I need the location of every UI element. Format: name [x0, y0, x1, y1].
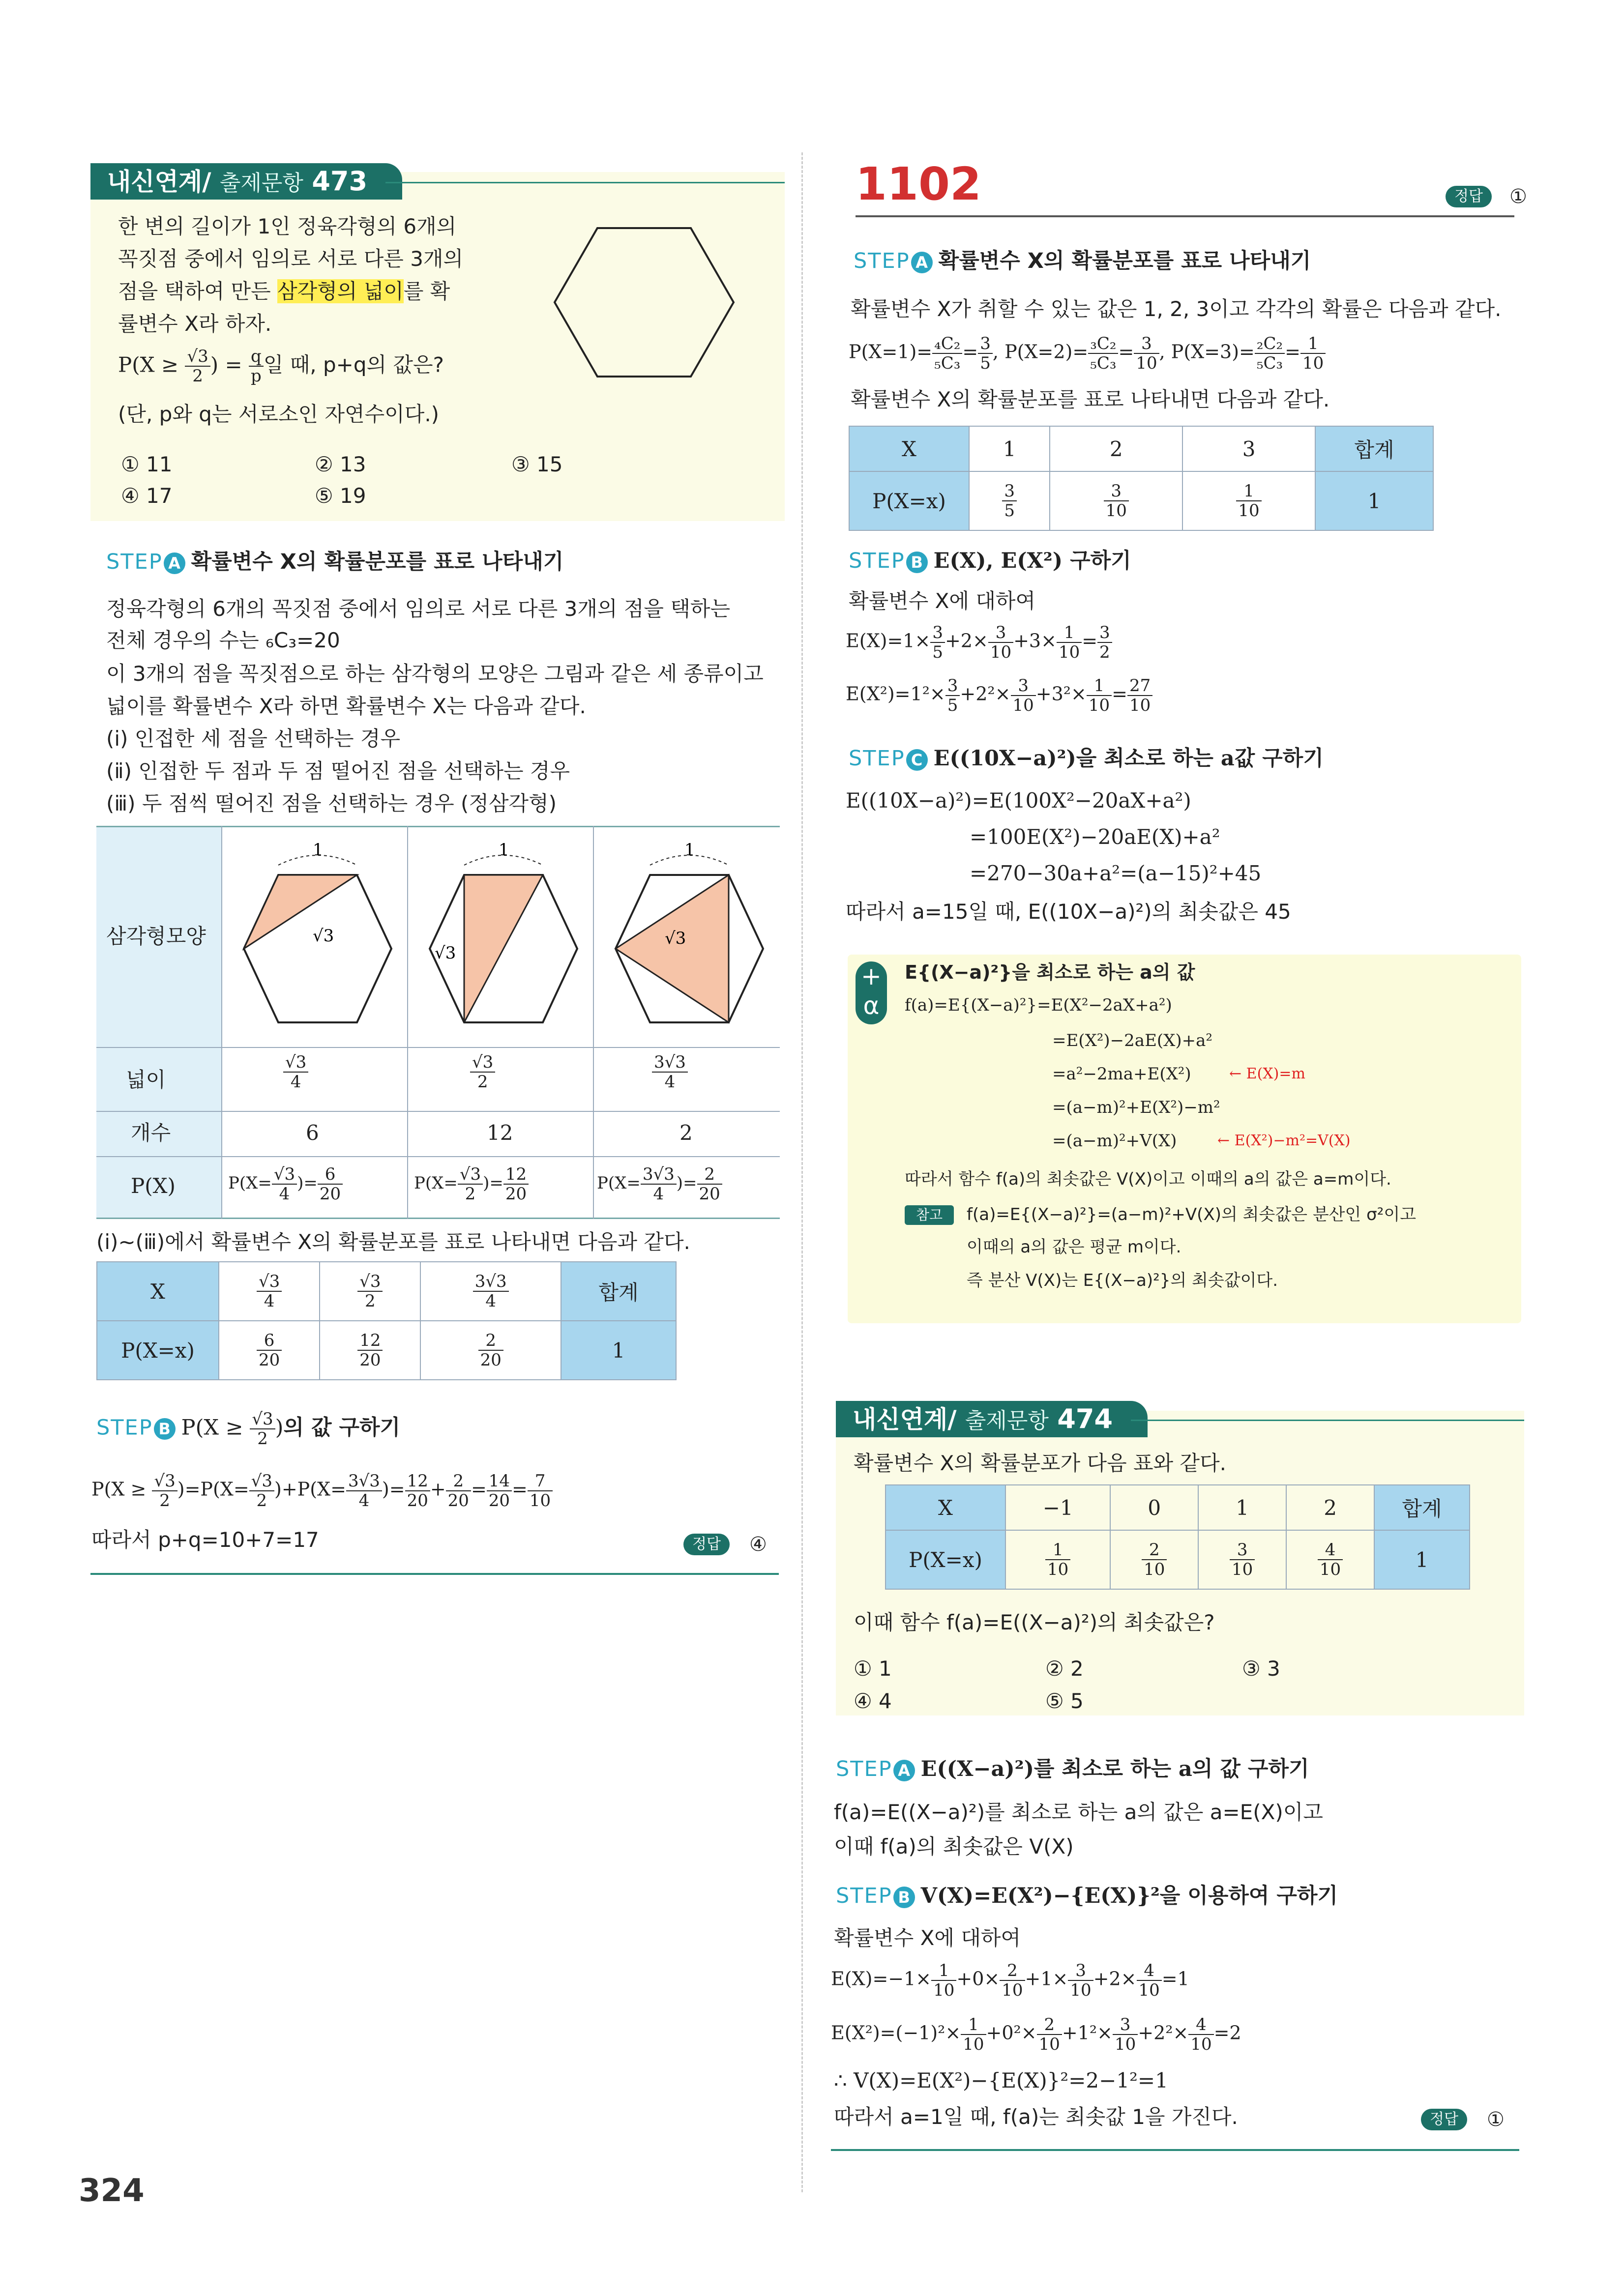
table-row-label: P(X=x): [849, 471, 969, 530]
highlight-text: 삼각형의 넓이: [277, 279, 404, 303]
tip-note: ← E(X²)−m²=V(X): [1217, 1132, 1351, 1149]
step-word: STEP: [849, 549, 905, 573]
problem-line: [118, 275, 450, 308]
dist-cell: $\frac{√3}{4}$: [219, 1262, 320, 1321]
table-header-sum: 합계: [1315, 426, 1433, 471]
triangle-case-3: [611, 836, 768, 1037]
header-label: 출제문항: [219, 171, 303, 196]
right-problem-header: 내신연계/ 출제문항 474: [836, 1401, 1148, 1437]
text: 점을 택하여 만든: [118, 279, 278, 303]
solution-line: (ⅰ)~(ⅲ)에서 확률변수 X의 확률분포를 표로 나타내면 다음과 같다.: [96, 1230, 690, 1254]
equation-line: =270−30a+a²=(a−15)²+45: [970, 861, 1262, 885]
expectation-equation: E(X)=1× $\frac{3}{5}$ +2× $\frac{3}{10}$ +3× $\frac{1}{10}$ = $\frac{3}{2}$: [846, 623, 1112, 662]
tip-line: f(a)=E{(X−a)²}=E(X²−2aX+a²): [905, 995, 1172, 1015]
step-title: 의 값 구하기: [283, 1415, 401, 1440]
step-word: STEP: [836, 1884, 892, 1908]
step-a-heading: STEP A 확률변수 X의 확률분포를 표로 나타내기: [854, 249, 1311, 273]
step-word: STEP: [106, 550, 163, 574]
solution-line: 이때 f(a)의 최솟값은 V(X): [834, 1834, 1074, 1859]
solution-line: 확률변수 X에 대하여: [834, 1926, 1021, 1950]
area-case-2: $\frac{√3}{2}$: [470, 1053, 495, 1091]
table-cell: 1: [969, 426, 1050, 471]
question-text: 일 때, p+q의 값은?: [263, 352, 444, 377]
ref-line: f(a)=E{(X−a)²}=(a−m)²+V(X)의 최솟값은 분산인 σ²이고: [967, 1205, 1417, 1224]
section-rule: [831, 2149, 1519, 2151]
row-label-shape: 삼각형모양: [106, 924, 206, 948]
dist-cell: $\frac{6}{20}$: [219, 1321, 320, 1380]
triangle-case-2: [425, 836, 582, 1037]
step-a-heading: STEP A 확률변수 X의 확률분포를 표로 나타내기: [106, 550, 564, 574]
column-divider: [801, 152, 803, 2192]
table-cell: 3: [1182, 426, 1315, 471]
header-rule: [1131, 1420, 1524, 1421]
choice-3[interactable]: ③ 3: [1242, 1657, 1280, 1681]
table-cell: 0: [1110, 1485, 1198, 1530]
answer-badge: 정답: [1421, 2109, 1467, 2130]
problem-note: (단, p와 q는 서로소인 자연수이다.): [118, 402, 440, 426]
side-label: 1: [313, 840, 324, 860]
solution-line: 전체 경우의 수는 ₆C₃=20: [106, 628, 340, 652]
step-title: 확률변수 X의 확률분포를 표로 나타내기: [191, 550, 564, 574]
area-case-1: $\frac{√3}{4}$: [283, 1053, 308, 1091]
side-label: 1: [499, 840, 509, 860]
expectation-equation: E(X)=−1× $\frac{1}{10}$ +0× $\frac{2}{10}$ +1× $\frac{3}{10}$ +2× $\frac{4}{10}$ =1: [831, 1961, 1189, 2000]
equation-line: =100E(X²)−20aE(X)+a²: [970, 825, 1220, 849]
reference-badge: 참고: [905, 1205, 954, 1225]
table-cell: 2: [1050, 426, 1182, 471]
step-title: E(X), E(X²) 구하기: [933, 549, 1131, 573]
stepb-equation: P(X ≥ $\frac{√3}{2}$ )=P(X= $\frac{√3}{2}$ )+P(X= $\frac{3√3}{4}$ )= $\frac{12}{20}$ + $\frac{2}{20}$ = $\frac{14}{20}$ = $\frac{7}{10}$: [91, 1472, 553, 1510]
solution-line: (ⅲ) 두 점씩 떨어진 점을 선택하는 경우 (정삼각형): [106, 791, 557, 815]
table-label-column: [96, 826, 221, 1219]
table-header-x: X: [886, 1485, 1005, 1530]
header-label: 출제문항: [965, 1408, 1049, 1433]
table-cell: $\frac{4}{10}$: [1286, 1530, 1374, 1589]
dist-header-x: X: [97, 1262, 219, 1321]
answer-value: ④: [749, 1533, 767, 1556]
prob-case-3: P(X= $\frac{3√3}{4}$ )= $\frac{2}{20}$: [597, 1165, 722, 1203]
triangle-case-1: [239, 836, 396, 1037]
ref-line: 즉 분산 V(X)는 E{(X−a)²}의 최솟값이다.: [967, 1271, 1278, 1290]
variance-line: ∴ V(X)=E(X²)−{E(X)}²=2−1²=1: [834, 2068, 1168, 2093]
table-header-sum: 합계: [1374, 1485, 1470, 1530]
solution-conclusion: 따라서 a=15일 때, E((10X−a)²)의 최솟값은 45: [846, 900, 1291, 924]
step-a-heading: STEP A E((X−a)²)를 최소로 하는 a의 값 구하기: [836, 1757, 1309, 1781]
table-cell: $\frac{3}{10}$: [1198, 1530, 1286, 1589]
row-label-area: 넓이: [126, 1068, 166, 1092]
tip-title: E{(X−a)²}을 최소로 하는 a의 값: [905, 961, 1195, 983]
step-c-heading: STEP C E((10X−a)²)을 최소로 하는 a값 구하기: [849, 746, 1324, 771]
second-moment-equation: E(X²)=1²× $\frac{3}{5}$ +2²× $\frac{3}{10}$ +3²× $\frac{1}{10}$ = $\frac{27}{10}$: [846, 676, 1152, 715]
choice-3[interactable]: ③ 15: [511, 452, 563, 476]
step-title: E((X−a)²)를 최소로 하는 a의 값 구하기: [920, 1757, 1309, 1781]
hexagon-figure: [551, 221, 738, 383]
problem-number: 1102: [856, 158, 982, 210]
step-word: STEP: [96, 1415, 153, 1440]
choice-2[interactable]: ② 13: [315, 452, 366, 476]
row-label-count: 개수: [131, 1121, 171, 1145]
triangle-table: [96, 826, 780, 1219]
answer-value: ①: [1509, 185, 1527, 208]
prob-equations: P(X=1)= $\frac{\text{₄C₂}}{\text{₅C₃}}$ = $\frac{3}{5}$ , P(X=2)= $\frac{\text{₃C₂}}{\text{₅C₃}}$ = $\frac{3}{10}$ , P(X=3)= $\frac{\text{₂C₂}}{\text{₅C₃}}$ = $\frac{1}{10}$: [849, 334, 1326, 373]
solution-line: 이 3개의 점을 꼭짓점으로 하는 삼각형의 모양은 그림과 같은 세 종류이고: [106, 662, 764, 686]
header-number: 473: [312, 166, 368, 197]
solution-line: 확률변수 X의 확률분포를 표로 나타내면 다음과 같다.: [851, 387, 1330, 411]
problem-condition-line: P(X ≥ $\frac{√3}{2}$ ) = $\frac{q}{p}$ 일 때, p+q의 값은?: [118, 347, 444, 386]
choice-4[interactable]: ④ 4: [854, 1689, 892, 1713]
dist-row-label: P(X=x): [97, 1321, 219, 1380]
choice-4[interactable]: ④ 17: [121, 484, 173, 508]
dist-header-sum: 합계: [561, 1262, 676, 1321]
answer-value: ①: [1487, 2108, 1505, 2131]
problem-question: 이때 함수 f(a)=E((X−a)²)의 최솟값은?: [854, 1610, 1215, 1634]
answer-badge: 정답: [1446, 186, 1492, 207]
problem-distribution-table: [885, 1484, 1470, 1590]
step-title: 확률변수 X의 확률분포를 표로 나타내기: [938, 249, 1311, 273]
right-distribution-table: [849, 426, 1434, 531]
step-title: V(X)=E(X²)−{E(X)}²을 이용하여 구하기: [920, 1884, 1338, 1908]
solution-line: 확률변수 X가 취할 수 있는 값은 1, 2, 3이고 각각의 확률은 다음과 같다.: [851, 297, 1502, 321]
step-b-heading: STEP B V(X)=E(X²)−{E(X)}²을 이용하여 구하기: [836, 1884, 1338, 1908]
problem-intro: 확률변수 X의 확률분포가 다음 표와 같다.: [854, 1451, 1227, 1475]
header-rule: [385, 182, 785, 183]
step-word: STEP: [836, 1757, 892, 1781]
table-cell: $\frac{1}{10}$: [1182, 471, 1315, 530]
solution-line: 확률변수 X에 대하여: [849, 589, 1036, 613]
prob-case-2: P(X= $\frac{√3}{2}$ )= $\frac{12}{20}$: [414, 1165, 529, 1203]
dist-cell: $\frac{3√3}{4}$: [420, 1262, 561, 1321]
table-cell: $\frac{3}{10}$: [1050, 471, 1182, 530]
step-title: E((10X−a)²)을 최소로 하는 a값 구하기: [933, 746, 1324, 771]
sqrt3-label: √3: [665, 929, 686, 948]
table-cell: $\frac{2}{10}$: [1110, 1530, 1198, 1589]
choice-2[interactable]: ② 2: [1045, 1657, 1084, 1681]
row-label-prob: P(X): [131, 1174, 176, 1198]
prob-case-1: P(X= $\frac{√3}{4}$ )= $\frac{6}{20}$: [228, 1165, 343, 1203]
dist-cell: $\frac{√3}{2}$: [320, 1262, 420, 1321]
table-cell: $\frac{1}{10}$: [1005, 1530, 1110, 1589]
step-word: STEP: [849, 746, 905, 771]
choice-1[interactable]: ① 1: [854, 1657, 892, 1681]
dist-cell: $\frac{2}{20}$: [420, 1321, 561, 1380]
left-distribution-table: [96, 1261, 677, 1380]
equation-line: E((10X−a)²)=E(100X²−20aX+a²): [846, 788, 1191, 813]
plus-alpha-icon: + α: [856, 961, 887, 1024]
tip-line: =a²−2ma+E(X²): [1052, 1064, 1191, 1084]
sqrt3-label: √3: [313, 926, 334, 946]
tip-line: =(a−m)²+V(X): [1052, 1131, 1177, 1151]
table-cell: 1: [1198, 1485, 1286, 1530]
header-prefix: 내신연계: [853, 1405, 948, 1434]
header-number: 474: [1057, 1403, 1113, 1434]
solution-line: (ⅱ) 인접한 두 점과 두 점 떨어진 점을 선택하는 경우: [106, 759, 570, 783]
count-case-2: 12: [487, 1121, 513, 1145]
problem-line: 꼭짓점 중에서 임의로 서로 다른 3개의: [118, 247, 464, 271]
header-prefix: 내신연계: [107, 168, 203, 196]
count-case-3: 2: [679, 1121, 693, 1145]
table-sum: 1: [1374, 1530, 1470, 1589]
choice-1[interactable]: ① 11: [121, 452, 173, 476]
solution-line: f(a)=E((X−a)²)를 최소로 하는 a의 값은 a=E(X)이고: [834, 1800, 1323, 1824]
text: 를 확: [403, 279, 450, 303]
side-label: 1: [684, 840, 695, 860]
tip-line: =(a−m)²+E(X²)−m²: [1052, 1098, 1220, 1117]
choice-5[interactable]: ⑤ 19: [315, 484, 366, 508]
page-number: 324: [79, 2173, 145, 2209]
table-header-x: X: [849, 426, 969, 471]
dist-cell: $\frac{12}{20}$: [320, 1321, 420, 1380]
step-b-heading: STEP B E(X), E(X²) 구하기: [849, 549, 1131, 573]
sqrt3-label: √3: [435, 943, 456, 963]
title-rule: [856, 215, 1514, 217]
problem-line: 한 변의 길이가 1인 정육각형의 6개의: [118, 214, 457, 238]
dist-sum: 1: [561, 1321, 676, 1380]
solution-line: (ⅰ) 인접한 세 점을 선택하는 경우: [106, 727, 401, 751]
table-cell: 2: [1286, 1485, 1374, 1530]
solution-conclusion: 따라서 p+q=10+7=17: [91, 1528, 319, 1552]
ref-line: 이때의 a의 값은 평균 m이다.: [967, 1237, 1181, 1257]
tip-line: =E(X²)−2aE(X)+a²: [1052, 1031, 1213, 1050]
tip-conclusion: 따라서 함수 f(a)의 최솟값은 V(X)이고 이때의 a의 값은 a=m이다.: [905, 1169, 1391, 1189]
choice-5[interactable]: ⑤ 5: [1045, 1689, 1084, 1713]
table-cell: $\frac{3}{5}$: [969, 471, 1050, 530]
step-word: STEP: [854, 249, 910, 273]
solution-conclusion: 따라서 a=1일 때, f(a)는 최솟값 1을 가진다.: [834, 2105, 1238, 2129]
solution-line: 넓이를 확률변수 X라 하면 확률변수 X는 다음과 같다.: [106, 694, 586, 718]
second-moment-equation: E(X²)=(−1)²× $\frac{1}{10}$ +0²× $\frac{2}{10}$ +1²× $\frac{3}{10}$ +2²× $\frac{4}{10}$ =2: [831, 2015, 1241, 2054]
table-row-label: P(X=x): [886, 1530, 1005, 1589]
tip-note: ← E(X)=m: [1229, 1065, 1305, 1082]
count-case-1: 6: [306, 1121, 319, 1145]
step-b-heading: STEP B P(X ≥ $\frac{√3}{2}$ )의 값 구하기: [96, 1409, 401, 1449]
problem-line: 률변수 X라 하자.: [118, 312, 272, 336]
table-sum: 1: [1315, 471, 1433, 530]
table-cell: −1: [1005, 1485, 1110, 1530]
solution-line: 정육각형의 6개의 꼭짓점 중에서 임의로 서로 다른 3개의 점을 택하는: [106, 597, 731, 621]
section-rule: [90, 1573, 779, 1575]
area-case-3: $\frac{3√3}{4}$: [652, 1053, 688, 1091]
answer-badge: 정답: [683, 1534, 730, 1555]
left-problem-header: 내신연계/ 출제문항 473: [90, 163, 402, 200]
